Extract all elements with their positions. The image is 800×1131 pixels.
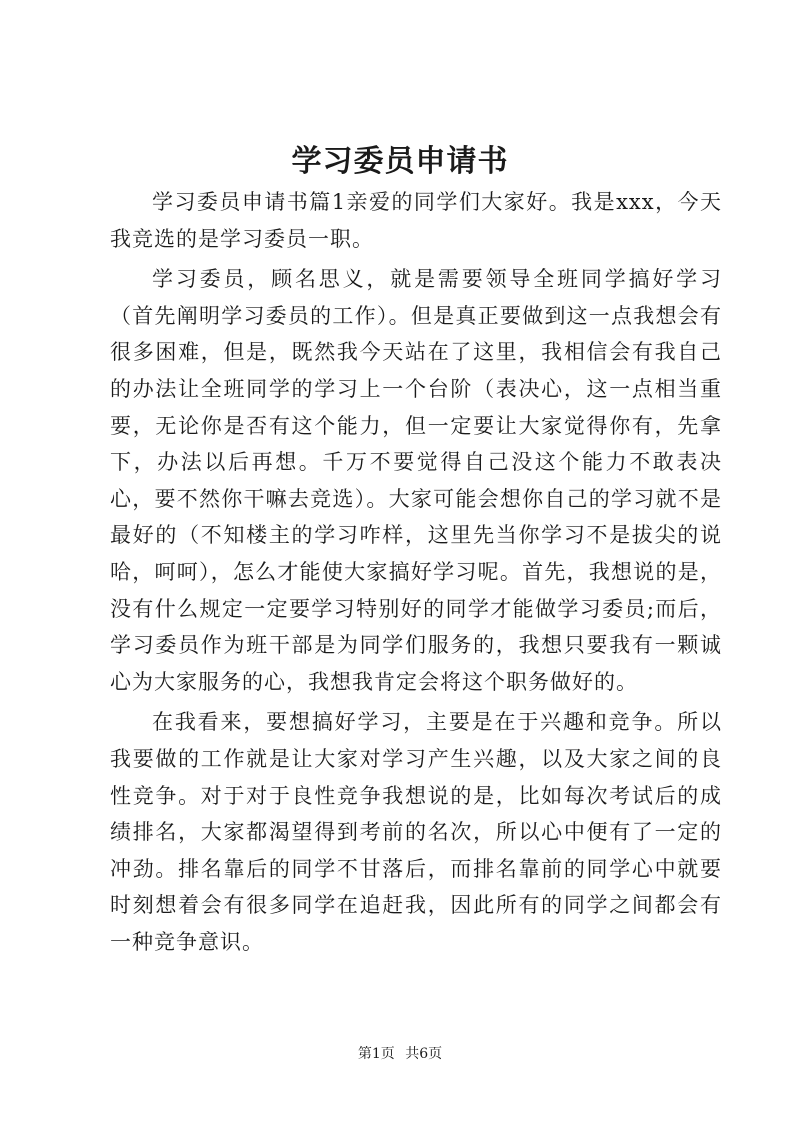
paragraph-3: 在我看来，要想搞好学习，主要是在于兴趣和竞争。所以我要做的工作就是让大家对学习产生兴趣，以及大家之间的良性竞争。对于对于良性竞争我想说的是，比如每次考试后的成绩排名，大家都渴望得到考前的名次，所以心中便有了一定的冲劲。排名靠后的同学不甘落后，而排名靠前的同学心中就要时刻想着会有很多同学在追赶我，因此所有的同学之间都会有一种竞争意识。 [110, 710, 722, 954]
paragraph-2: 学习委员，顾名思义，就是需要领导全班同学搞好学习（首先阐明学习委员的工作）。但是真正要做到这一点我想会有很多困难，但是，既然我今天站在了这里，我相信会有我自己的办法让全班同学的学习上一个台阶（表决心，这一点相当重要，无论你是否有这个能力，但一定要让大家觉得你有，先拿下，办法以后再想。千万不要觉得自己没这个能力不敢表决心，要不然你干嘛去竞选）。大家可能会想你自己的学习就不是最好的（不知楼主的学习咋样，这里先当你学习不是拔尖的说哈，呵呵），怎么才能使大家搞好学习呢。首先，我想说的是，没有什么规定一定要学习特别好的同学才能做学习委员;而后，学习委员作为班干部是为同学们服务的，我想只要我有一颗诚心为大家服务的心，我想我肯定会将这个职务做好的。 [110, 267, 722, 694]
document-body [110, 184, 722, 960]
page-number: 第1页 [357, 1046, 395, 1062]
page-footer [0, 1044, 800, 1064]
document-title: 学习委员申请书 [291, 144, 509, 179]
page-total: 共6页 [405, 1046, 443, 1062]
paragraph-1: 学习委员申请书篇1亲爱的同学们大家好。我是xxx，今天我竞选的是学习委员一职。 [110, 190, 722, 251]
